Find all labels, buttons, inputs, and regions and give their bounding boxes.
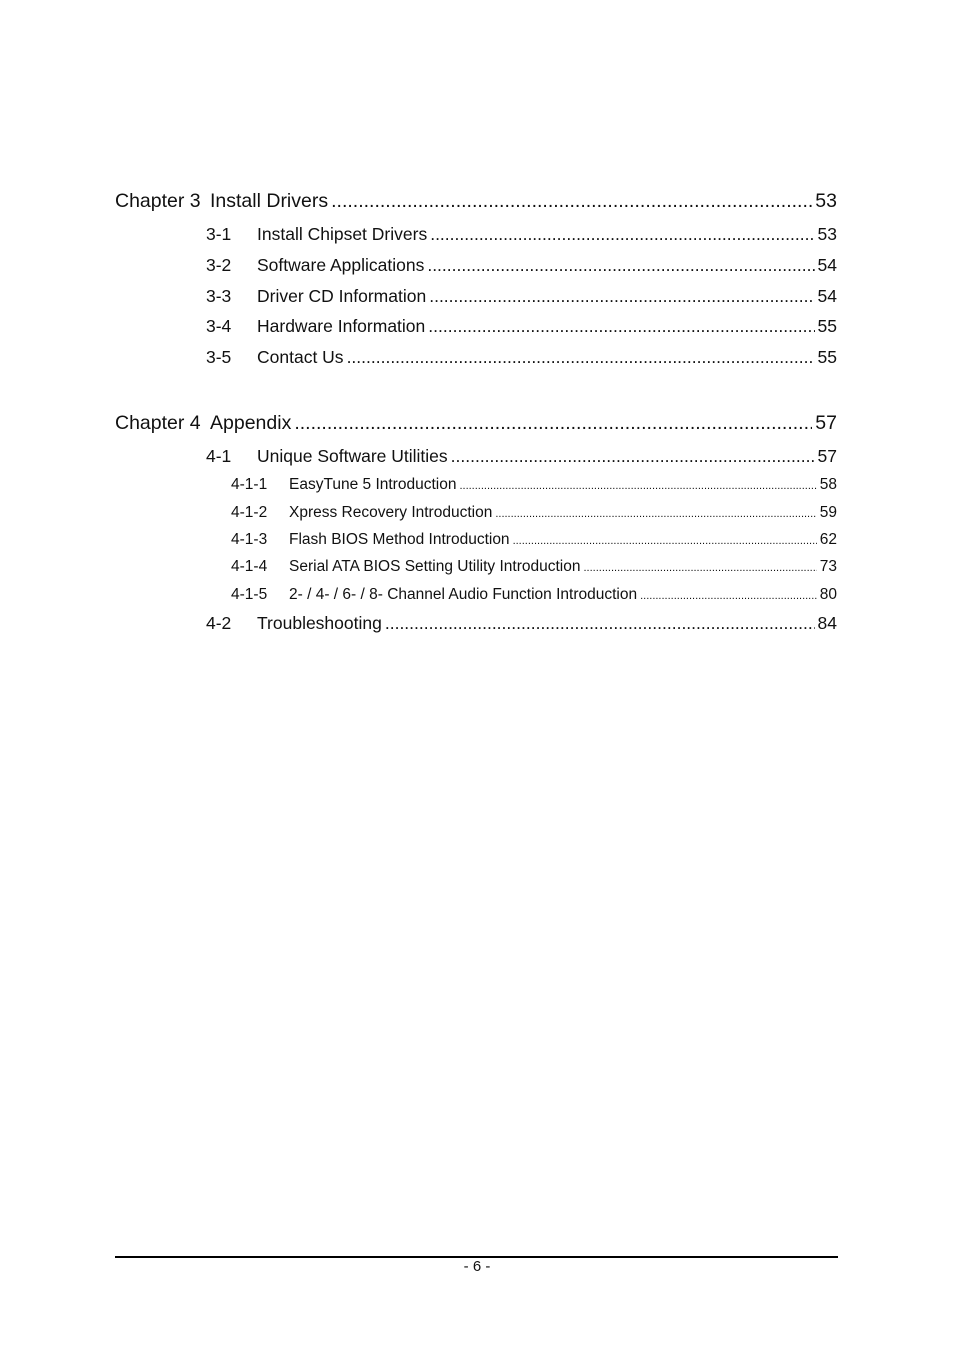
toc-entry-4-1-4[interactable] (231, 558, 837, 576)
toc-entry-chapter-3[interactable] (115, 190, 837, 213)
dot-leader (640, 590, 817, 602)
toc-entry-page: 59 (819, 504, 837, 521)
dot-leader (385, 613, 815, 634)
toc-entry-title: Hardware Information (257, 316, 426, 336)
toc-entry-number: 3-4 (206, 316, 232, 336)
toc-entry-4-2[interactable] (206, 613, 837, 634)
toc-entry-page: 58 (819, 476, 837, 493)
toc-entry-page: 54 (817, 255, 837, 275)
toc-entry-page: 84 (817, 613, 837, 633)
toc-entry-title: Xpress Recovery Introduction (289, 504, 493, 521)
toc-entry-number: 4-1-5 (231, 586, 268, 603)
toc-entry-number: 4-1-4 (231, 558, 268, 575)
toc-entry-4-1[interactable] (206, 446, 837, 467)
dot-leader (513, 535, 817, 547)
toc-entry-page: 57 (815, 412, 837, 434)
toc-entry-number: 3-3 (206, 286, 232, 306)
dot-leader (347, 347, 815, 368)
toc-entry-page: 55 (817, 316, 837, 336)
page-number: - 6 - (463, 1258, 491, 1275)
toc-entry-4-1-5[interactable] (231, 586, 837, 604)
dot-leader (427, 255, 814, 276)
toc-entry-page: 55 (817, 347, 837, 367)
dot-leader (428, 316, 814, 337)
toc-entry-number: 3-5 (206, 347, 232, 367)
toc-entry-title: Flash BIOS Method Introduction (289, 531, 510, 548)
toc-entry-number: 3-2 (206, 255, 232, 275)
toc-entry-4-1-3[interactable] (231, 531, 837, 549)
toc-entry-title: Appendix (210, 412, 292, 434)
toc-entry-title: Contact Us (257, 347, 344, 367)
toc-entry-number: 4-1-2 (231, 504, 268, 521)
toc-entry-page: 53 (815, 190, 837, 212)
toc-entry-title: Unique Software Utilities (257, 446, 448, 466)
dot-leader (583, 562, 816, 574)
toc-entry-number: 3-1 (206, 224, 232, 244)
toc-entry-number: 4-1-3 (231, 531, 268, 548)
toc-entry-title: Install Chipset Drivers (257, 224, 428, 244)
toc-entry-4-1-1[interactable] (231, 476, 837, 494)
dot-leader (331, 190, 812, 213)
toc-entry-chapter-4[interactable] (115, 412, 837, 435)
toc-entry-page: 57 (817, 446, 837, 466)
toc-entry-title: 2- / 4- / 6- / 8- Channel Audio Function Introduction (289, 586, 638, 603)
toc-entry-4-1-2[interactable] (231, 504, 837, 522)
toc-entry-title: Serial ATA BIOS Setting Utility Introduction (289, 558, 581, 575)
dot-leader (451, 446, 815, 467)
toc-entry-number: Chapter 3 (115, 190, 201, 212)
dot-leader (430, 224, 814, 245)
toc-entry-number: Chapter 4 (115, 412, 201, 434)
toc-entry-title: Troubleshooting (257, 613, 382, 633)
toc-entry-title: Software Applications (257, 255, 425, 275)
toc-entry-page: 53 (817, 224, 837, 244)
toc-entry-number: 4-1 (206, 446, 232, 466)
toc-entry-title: Driver CD Information (257, 286, 427, 306)
dot-leader (459, 480, 816, 492)
toc-entry-number: 4-2 (206, 613, 232, 633)
dot-leader (429, 286, 814, 307)
toc-entry-3-2[interactable] (206, 255, 837, 276)
toc-entry-title: EasyTune 5 Introduction (289, 476, 457, 493)
toc-entry-page: 54 (817, 286, 837, 306)
toc-entry-3-1[interactable] (206, 224, 837, 245)
toc-entry-3-4[interactable] (206, 316, 837, 337)
toc-entry-3-3[interactable] (206, 286, 837, 307)
dot-leader (495, 508, 816, 520)
toc-entry-3-5[interactable] (206, 347, 837, 368)
toc-entry-page: 80 (819, 586, 837, 603)
dot-leader (294, 412, 812, 435)
toc-entry-page: 62 (819, 531, 837, 548)
toc-entry-page: 73 (819, 558, 837, 575)
toc-entry-number: 4-1-1 (231, 476, 268, 493)
toc-entry-title: Install Drivers (210, 190, 329, 212)
